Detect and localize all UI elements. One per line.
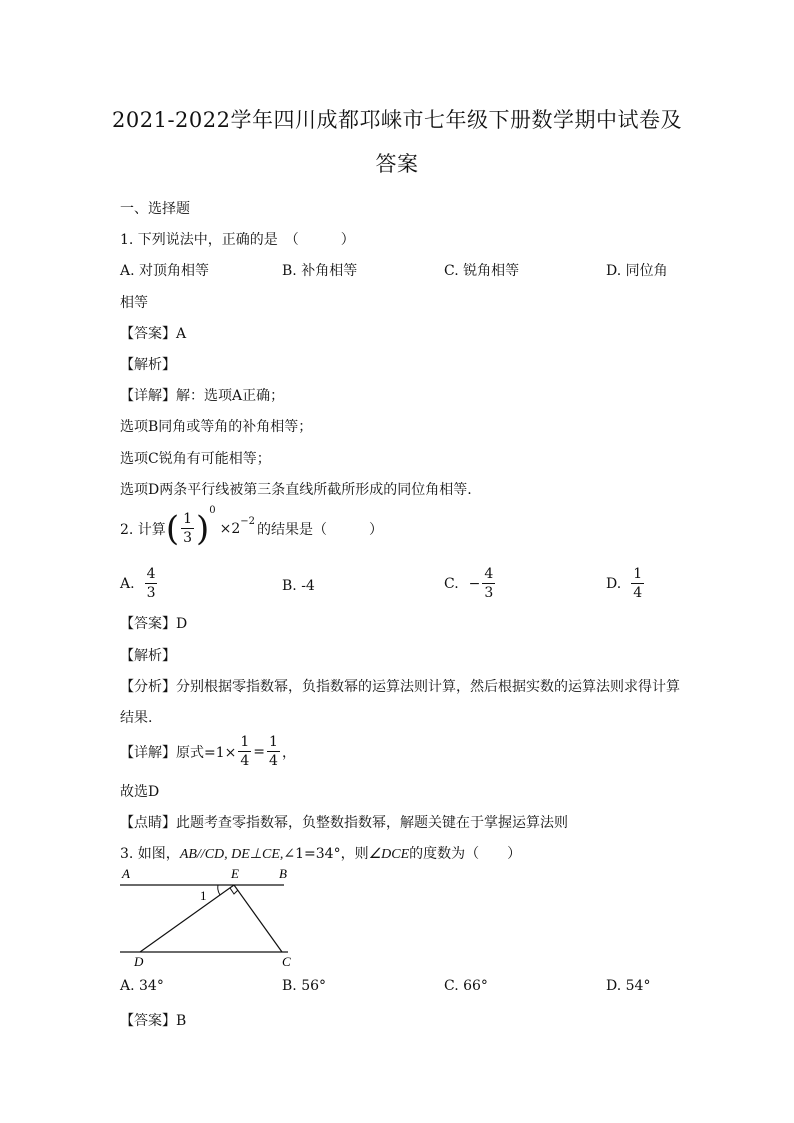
q1-stem: 1. 下列说法中，正确的是 （ ）	[120, 232, 355, 248]
q3-stem-dce: ∠DCE	[368, 847, 410, 862]
q1-analysis-label: 【解析】	[120, 357, 176, 373]
fraction-numerator: 1	[183, 511, 192, 527]
q1-detail-line: 选项D两条平行线被第三条直线所截所形成的同位角相等.	[120, 482, 472, 498]
minus-sign: −	[468, 575, 481, 592]
q1-option-a: A. 对顶角相等	[120, 263, 210, 279]
q1-detail-line: 选项B同角或等角的补角相等；	[120, 419, 313, 435]
label-d: D	[134, 954, 144, 969]
q3-stem	[120, 843, 521, 863]
q2-stem-suffix: 的结果是（ ）	[257, 521, 384, 538]
fraction-denominator: 3	[484, 585, 494, 601]
fraction-numerator: 4	[484, 566, 494, 582]
q2-option-b: B. -4	[282, 578, 315, 594]
q2-analysis-label: 【解析】	[120, 648, 176, 664]
q2-stem-prefix: 2. 计算	[120, 521, 166, 538]
fraction-numerator: 1	[269, 734, 278, 750]
left-paren: (	[165, 508, 180, 549]
q2-exponent-neg2: −2	[240, 516, 256, 527]
q3-option-b: B. 56°	[282, 978, 327, 994]
q3-geometry-figure	[112, 862, 312, 972]
q3-stem-angle: ∠1=34°	[283, 846, 341, 862]
option-label: C.	[444, 575, 459, 592]
fraction-denominator: 4	[633, 585, 643, 601]
option-label: D.	[606, 575, 622, 592]
label-angle-1: 1	[200, 888, 207, 903]
q2-fenxi-line2: 结果.	[120, 710, 153, 726]
q2-option-c	[444, 565, 497, 602]
detail-suffix: ，	[281, 744, 296, 761]
fraction-denominator: 3	[183, 530, 192, 546]
doc-title-line2: 答案	[375, 152, 419, 176]
detail-prefix: 【详解】原式=1×	[120, 744, 237, 761]
q2-stem	[120, 505, 384, 549]
q2-fenxi-line1: 【分析】分别根据零指数幂，负指数幂的运算法则计算，然后根据实数的运算法则求得计算	[120, 679, 680, 695]
fraction-denominator: 4	[240, 753, 250, 769]
q2-times-two: ×2	[219, 520, 241, 537]
q1-answer: 【答案】A	[120, 326, 187, 342]
label-a: A	[122, 866, 130, 881]
q1-option-d: D. 同位角	[606, 263, 668, 279]
q1-option-d-cont: 相等	[120, 295, 148, 311]
q2-choose: 故选D	[120, 784, 160, 800]
option-fraction	[631, 565, 644, 602]
right-paren: )	[196, 508, 210, 549]
equals-sign: =	[253, 743, 266, 760]
q2-option-d	[606, 565, 646, 602]
q3-answer: 【答案】B	[120, 1013, 187, 1029]
detail-fraction	[267, 733, 280, 770]
q1-detail-line: 【详解】解：选项A正确；	[120, 388, 285, 404]
label-b: B	[279, 866, 287, 881]
doc-title-line1: 2021-2022学年四川成都邛崃市七年级下册数学期中试卷及	[112, 108, 682, 132]
q2-detail	[120, 733, 296, 770]
label-c: C	[282, 954, 291, 969]
q1-option-c: C. 锐角相等	[444, 263, 520, 279]
option-fraction	[482, 565, 495, 602]
q3-stem-prefix: 3. 如图，	[120, 846, 180, 862]
q1-option-b: B. 补角相等	[282, 263, 358, 279]
q3-option-c: C. 66°	[444, 978, 488, 994]
q3-option-a: A. 34°	[120, 978, 164, 994]
q3-stem-suffix: 的度数为（ ）	[409, 846, 522, 862]
angle-one-arc	[218, 885, 220, 895]
q2-option-a	[120, 565, 159, 602]
label-e: E	[231, 866, 239, 881]
detail-fraction	[238, 733, 251, 770]
option-fraction	[145, 565, 158, 602]
q2-answer: 【答案】D	[120, 616, 188, 632]
fraction-denominator: 3	[146, 585, 156, 601]
q2-exponent-zero: 0	[209, 505, 216, 516]
q1-detail-line: 选项C锐角有可能相等；	[120, 451, 271, 467]
q2-dianjing: 【点睛】此题考查零指数幂，负整数指数幂，解题关键在于掌握运算法则	[120, 815, 568, 831]
fraction-numerator: 1	[633, 566, 643, 582]
fraction-numerator: 4	[146, 566, 156, 582]
q2-fraction	[181, 510, 194, 547]
section-heading: 一、选择题	[120, 201, 190, 217]
q3-option-d: D. 54°	[606, 978, 651, 994]
option-label: A.	[120, 575, 135, 592]
fraction-numerator: 1	[240, 734, 250, 750]
q3-stem-mid: ，则	[340, 846, 369, 862]
segment-ec	[234, 885, 282, 952]
fraction-denominator: 4	[269, 753, 278, 769]
q3-stem-math: AB//CD, DE⊥CE,	[179, 847, 284, 862]
